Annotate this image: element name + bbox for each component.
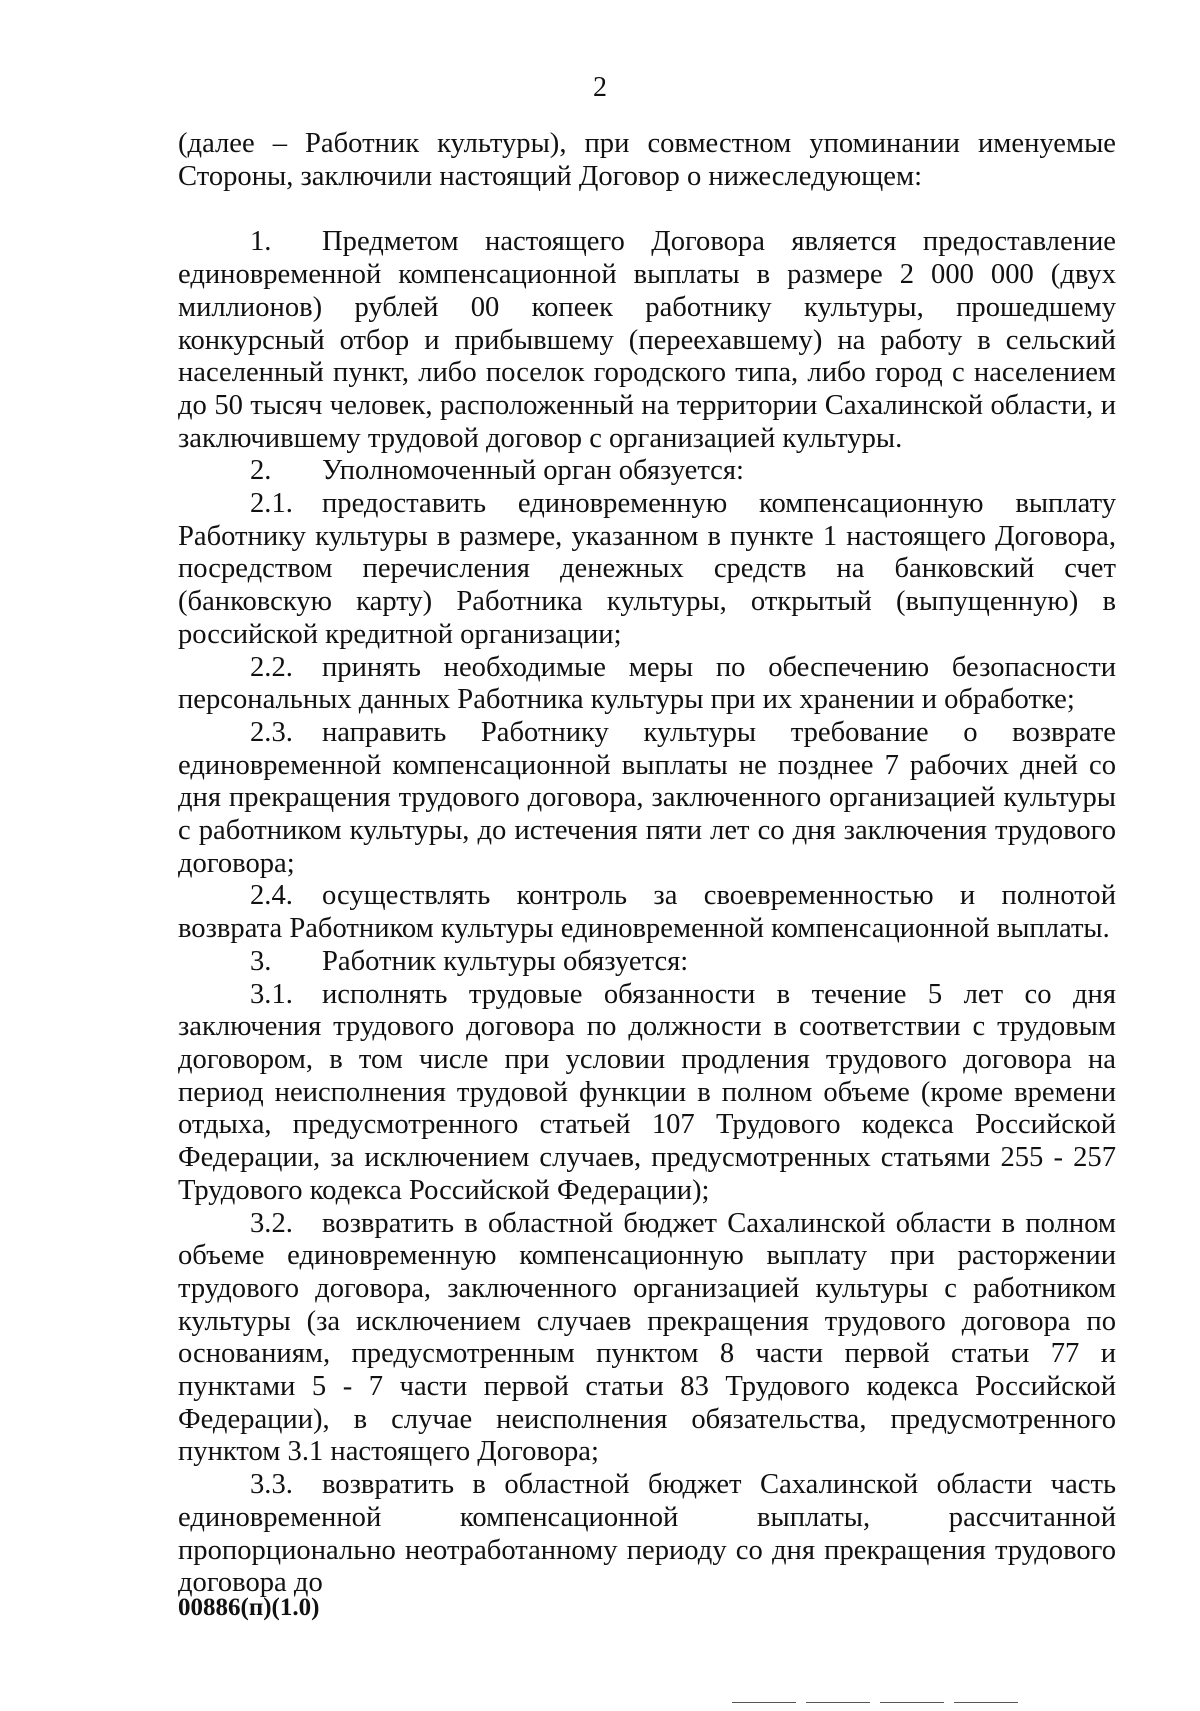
clause-number: 3.3. [250, 1469, 293, 1501]
clause-text: возвратить в областной бюджет Сахалинской области часть единовременной компенсационной выплаты, рассчитанной пропорционально неотработанному периоду со дня прекращения трудового договора до [178, 1469, 1116, 1599]
clause-2-4 [178, 880, 1116, 945]
clause-2 [178, 455, 1116, 488]
scan-artifact-line [732, 1702, 796, 1703]
page-number: 2 [593, 72, 607, 103]
clause-2-1 [178, 488, 1116, 652]
clause-number: 3. [250, 945, 272, 977]
paragraph-text: (далее – Работник культуры), при совместном упоминании именуемые Стороны, заключили настоящий Договор о нижеследующем: [178, 128, 1116, 192]
clause-number: 2.3. [250, 716, 293, 748]
clause-3 [178, 946, 1116, 979]
clause-1 [178, 226, 1116, 455]
clause-3-2 [178, 1208, 1116, 1470]
clause-text: принять необходимые меры по обеспечению безопасности персональных данных Работника культуры при их хранении и обработке; [178, 651, 1116, 716]
clause-2-3 [178, 717, 1116, 881]
scan-artifact-line [954, 1702, 1018, 1703]
document-code: 00886(п)(1.0) [178, 1594, 320, 1621]
clause-number: 2. [250, 455, 272, 487]
clause-number: 3.2. [250, 1207, 293, 1239]
clause-text: предоставить единовременную компенсационную выплату Работнику культуры в размере, указанном в пункте 1 настоящего Договора, посредством перечисления денежных средств на банковский счет (банковскую карту) Работника культуры, открытый (выпущенную) в российской кредитной организации; [178, 488, 1116, 650]
clause-number: 2.2. [250, 651, 293, 683]
scan-artifact-line [806, 1702, 870, 1703]
document-body [178, 128, 1116, 1600]
clause-number: 1. [250, 226, 272, 258]
clause-text: Уполномоченный орган обязуется: [322, 455, 744, 487]
clause-text: Предметом настоящего Договора является предоставление единовременной компенсационной выплаты в размере 2 000 000 (двух миллионов) рублей 00 копеек работнику культуры, прошедшему конкурсный отбор и прибывшему (переехавшему) на работу в сельский населенный пункт, либо поселок городского типа, либо город с населением до 50 тысяч человек, расположенный на территории Сахалинской области, и заключившему трудовой договор с организацией культуры. [178, 226, 1116, 454]
clause-number: 3.1. [250, 978, 293, 1010]
clause-text: осуществлять контроль за своевременностью и полнотой возврата Работником культуры единовременной компенсационной выплаты. [178, 880, 1116, 945]
clause-text: направить Работнику культуры требование о возврате единовременной компенсационной выплаты не позднее 7 рабочих дней со дня прекращения трудового договора, заключенного организацией культуры с работником культуры, до истечения пяти лет со дня заключения трудового договора; [178, 716, 1116, 879]
clause-text: Работник культуры обязуется: [322, 945, 689, 977]
clause-text: возвратить в областной бюджет Сахалинской области в полном объеме единовременную компенсационную выплату при расторжении трудового договора, заключенного организацией культуры с работником культуры (за исключением случаев прекращения трудового договора по основаниям, предусмотренным пунктом 8 части первой статьи 77 и пунктами 5 - 7 части первой статьи 83 Трудового кодекса Российской Федерации), в случае неисполнения обязательства, предусмотренного пунктом 3.1 настоящего Договора; [178, 1207, 1116, 1468]
clause-3-3 [178, 1469, 1116, 1600]
intro-paragraph [178, 128, 1116, 193]
clause-text: исполнять трудовые обязанности в течение 5 лет со дня заключения трудового договора по должности в соответствии с трудовым договором, в том числе при условии продления трудового договора на период неисполнения трудовой функции в полном объеме (кроме времени отдыха, предусмотренного статьей 107 Трудового кодекса Российской Федерации, за исключением случаев, предусмотренных статьями 255 - 257 Трудового кодекса Российской Федерации); [178, 978, 1116, 1206]
paragraph-gap [178, 193, 1116, 226]
scan-artifact-line [880, 1702, 944, 1703]
clause-2-2 [178, 652, 1116, 717]
clause-number: 2.4. [250, 880, 293, 912]
clause-3-1 [178, 979, 1116, 1208]
clause-number: 2.1. [250, 488, 293, 520]
